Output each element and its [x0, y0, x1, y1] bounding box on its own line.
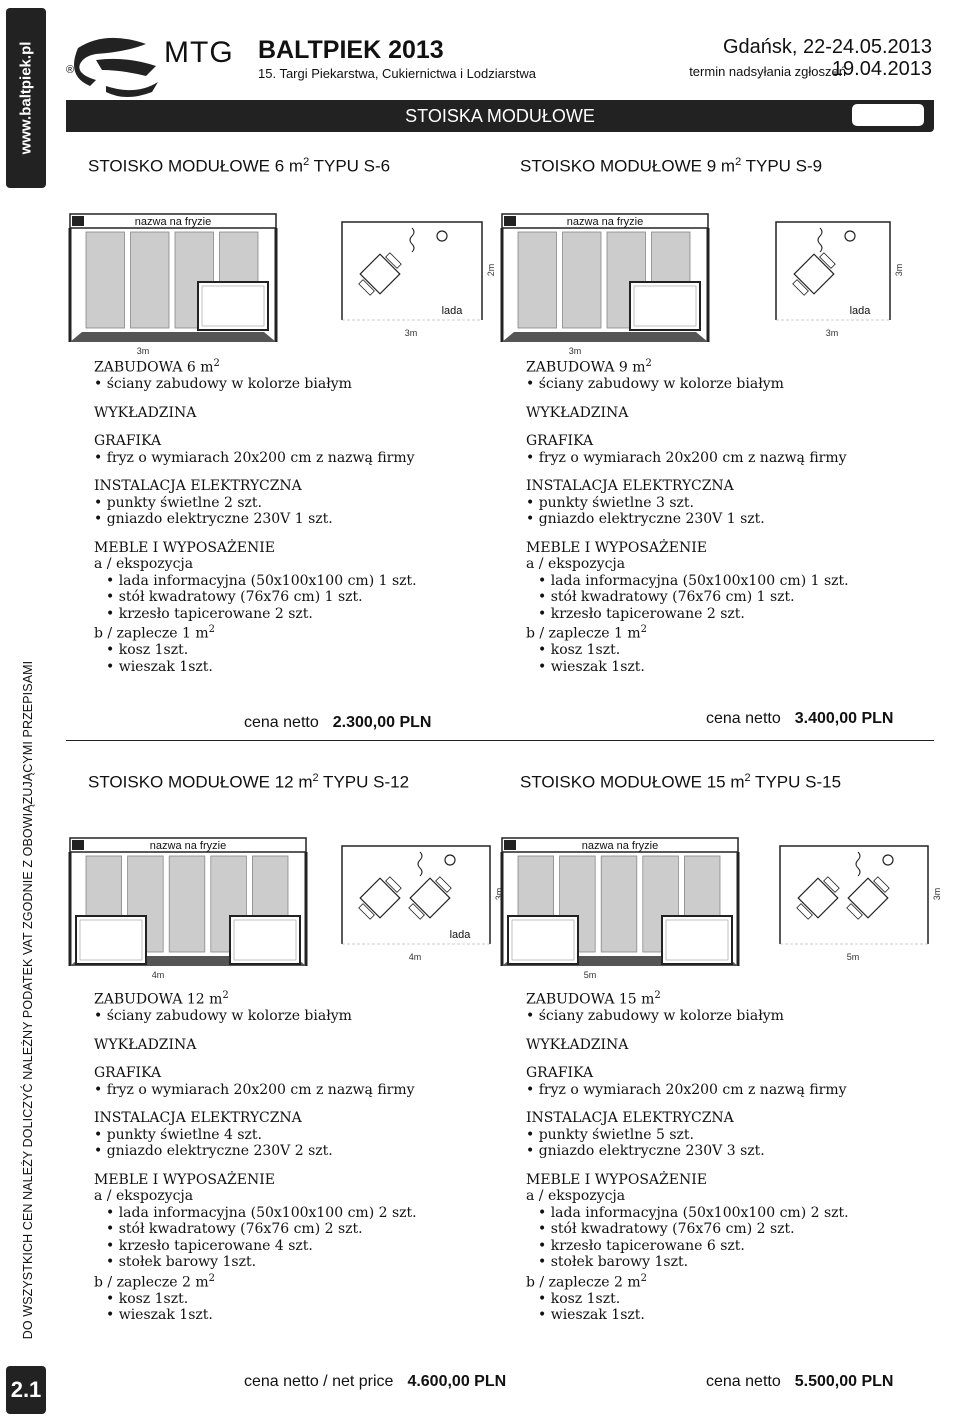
plan-depth-dimension: 3m	[932, 887, 942, 901]
coat-hanger-icon	[445, 855, 455, 865]
divider	[66, 740, 934, 741]
stand-title-type: TYPU S-15	[750, 772, 842, 792]
spec-sup: 2	[222, 990, 229, 1001]
spec-item: • gniazdo elektryczne 230V 2 szt.	[94, 1143, 333, 1160]
price-label: cena netto / net price	[244, 1373, 394, 1390]
spec-heading: ZABUDOWA 6 $m^2$	[94, 358, 220, 376]
price-label: cena netto	[706, 1373, 781, 1390]
desk-label: lada	[441, 305, 463, 317]
spec-subheading: b / zaplecze 2 $m^2$	[94, 1272, 215, 1291]
spec-item: • ściany zabudowy w kolorze białym	[526, 376, 784, 393]
stand-price	[244, 1373, 506, 1391]
spec-sup: 2	[640, 1272, 647, 1284]
stand-title-type: TYPU S-9	[741, 156, 823, 176]
spec-sup: 2	[208, 1272, 215, 1284]
stand-floor-plan	[778, 844, 948, 968]
spec-heading: WYKŁADZINA	[94, 1036, 197, 1053]
spec-heading: MEBLE I WYPOSAŻENIE	[94, 539, 275, 556]
spec-item: • kosz 1szt.	[538, 642, 621, 659]
spec-item: • kosz 1szt.	[538, 1290, 621, 1307]
spec-item: • ściany zabudowy w kolorze białym	[94, 1008, 352, 1025]
spec-item: • lada informacyjna (50x100x100 cm) 2 szt.	[538, 1204, 849, 1221]
table-icon	[355, 873, 406, 924]
table-icon	[793, 873, 844, 924]
spec-heading: MEBLE I WYPOSAŻENIE	[526, 1171, 707, 1188]
stand-specification	[526, 988, 866, 1324]
spec-item: • punkty świetlne 5 szt.	[526, 1126, 694, 1143]
spec-item: • fryz o wymiarach 20x200 cm z nazwą firmy	[94, 449, 415, 466]
spec-heading: GRAFIKA	[526, 433, 594, 450]
spec-sup: 2	[213, 358, 220, 369]
spec-item: • krzesło tapicerowane 6 szt.	[538, 1237, 745, 1254]
stand-floor-plan	[340, 844, 510, 968]
coat-hanger-icon	[845, 231, 855, 241]
spec-item: • wieszak 1szt.	[538, 658, 645, 675]
stand-title-sup: 2	[744, 772, 751, 784]
stand-specification	[94, 356, 434, 675]
table-icon	[355, 249, 406, 300]
frieze-label: nazwa na fryzie	[149, 840, 227, 852]
stand-floor-plan	[340, 220, 502, 344]
spec-item: • krzesło tapicerowane 2 szt.	[538, 605, 745, 622]
deadline-date: 19.04.2013	[831, 58, 932, 80]
stand-perspective-drawing	[500, 212, 710, 356]
width-dimension: 3m	[136, 346, 150, 356]
price-value: 2.300,00 PLN	[332, 714, 432, 731]
spec-item: • stół kwadratowy (76x76 cm) 1 szt.	[106, 589, 363, 606]
spec-heading: WYKŁADZINA	[94, 404, 197, 421]
spec-heading: ZABUDOWA 9 $m^2$	[526, 358, 652, 376]
stand-title-type: TYPU S-12	[318, 772, 410, 792]
spec-heading: INSTALACJA ELEKTRYCZNA	[526, 1110, 734, 1127]
stand-title-sup: 2	[735, 156, 742, 168]
page-number: 2.1	[6, 1366, 46, 1414]
spec-heading: INSTALACJA ELEKTRYCZNA	[94, 1110, 302, 1127]
spec-item: • fryz o wymiarach 20x200 cm z nazwą firmy	[94, 1081, 415, 1098]
spec-item: • gniazdo elektryczne 230V 3 szt.	[526, 1143, 765, 1160]
desk-label: lada	[449, 929, 471, 941]
spec-sup: 2	[208, 624, 215, 636]
spec-subheading: a / ekspozycja	[94, 1188, 194, 1205]
stand-title	[88, 156, 390, 177]
spec-heading: GRAFIKA	[94, 433, 162, 450]
coat-hanger-icon	[437, 231, 447, 241]
fair-date: Gdańsk, 22-24.05.2013	[722, 36, 932, 58]
header	[66, 30, 934, 134]
spec-heading: MEBLE I WYPOSAŻENIE	[94, 1171, 275, 1188]
stand-title-text: STOISKO MODUŁOWE 9 m	[520, 156, 736, 176]
info-desk	[230, 916, 300, 964]
stand-title	[520, 156, 822, 177]
spec-heading: ZABUDOWA 12 $m^2$	[94, 990, 229, 1008]
spec-item: • punkty świetlne 3 szt.	[526, 494, 694, 511]
stand-price	[244, 714, 431, 732]
spec-item: • stołek barowy 1szt.	[538, 1254, 689, 1271]
spec-item: • gniazdo elektryczne 230V 1 szt.	[94, 511, 333, 528]
width-dimension: 3m	[568, 346, 582, 356]
frieze-label: nazwa na fryzie	[581, 840, 659, 852]
plan-width-dimension: 3m	[825, 328, 839, 338]
spec-item: • krzesło tapicerowane 2 szt.	[106, 605, 313, 622]
width-dimension: 5m	[583, 970, 597, 980]
stand-price	[706, 1373, 893, 1391]
stand-perspective-drawing	[68, 836, 308, 980]
spec-item: • lada informacyjna (50x100x100 cm) 2 szt.	[106, 1204, 417, 1221]
spec-item: • stół kwadratowy (76x76 cm) 2 szt.	[538, 1221, 795, 1238]
spec-heading: ZABUDOWA 15 $m^2$	[526, 990, 661, 1008]
spec-item: • lada informacyjna (50x100x100 cm) 1 szt.	[538, 572, 849, 589]
spec-item: • punkty świetlne 2 szt.	[94, 494, 262, 511]
spec-heading: GRAFIKA	[526, 1065, 594, 1082]
spec-heading: WYKŁADZINA	[526, 404, 629, 421]
spec-heading: WYKŁADZINA	[526, 1036, 629, 1053]
fair-subtitle: 15. Targi Piekarstwa, Cukiernictwa i Lodziarstwa	[258, 66, 536, 81]
website-link[interactable]: www.baltpiek.pl	[17, 41, 35, 155]
plan-width-dimension: 3m	[404, 328, 418, 338]
spec-heading: GRAFIKA	[94, 1065, 162, 1082]
spec-item: • wieszak 1szt.	[106, 1307, 213, 1324]
plan-width-dimension: 5m	[846, 952, 860, 962]
section-banner: STOISKA MODUŁOWE	[66, 100, 934, 132]
frieze-label: nazwa na fryzie	[134, 216, 212, 228]
price-label: cena netto	[706, 710, 781, 727]
vat-notice-text: DO WSZYSTKICH CEN NALEŻY DOLICZYĆ NALEŻNY PODATEK VAT ZGODNIE Z OBOWIĄZUJĄCYMI PRZEPISAMI	[21, 660, 35, 1340]
spec-item: • gniazdo elektryczne 230V 1 szt.	[526, 511, 765, 528]
logo-text: MTG	[164, 36, 234, 69]
spec-subheading: a / ekspozycja	[94, 556, 194, 573]
spec-sup: 2	[645, 358, 652, 369]
spec-item: • stół kwadratowy (76x76 cm) 2 szt.	[106, 1221, 363, 1238]
table-icon	[789, 249, 840, 300]
spec-heading: MEBLE I WYPOSAŻENIE	[526, 539, 707, 556]
stand-specification	[94, 988, 434, 1324]
spec-item: • punkty świetlne 4 szt.	[94, 1126, 262, 1143]
deadline-label: termin nadsyłania zgłoszeń	[689, 64, 846, 79]
spec-subheading: b / zaplecze 1 $m^2$	[94, 624, 215, 642]
info-desk	[630, 282, 700, 330]
stand-price	[706, 710, 893, 728]
stand-floor-plan	[774, 220, 910, 344]
spec-item: • stołek barowy 1szt.	[106, 1254, 257, 1271]
price-label: cena netto	[244, 714, 319, 731]
stand-title-text: STOISKO MODUŁOWE 15 m	[520, 772, 745, 792]
plan-depth-dimension: 2m	[486, 263, 496, 277]
spec-subheading: b / zaplecze 2 $m^2$	[526, 1272, 647, 1291]
price-value: 3.400,00 PLN	[794, 710, 894, 727]
spec-item: • wieszak 1szt.	[106, 658, 213, 675]
banner-box	[852, 104, 924, 126]
spec-item: • wieszak 1szt.	[538, 1307, 645, 1324]
plan-width-dimension: 4m	[408, 952, 422, 962]
table-icon	[405, 873, 456, 924]
stand-title-sup: 2	[303, 156, 310, 168]
spec-subheading: a / ekspozycja	[526, 1188, 626, 1205]
stand-title-type: TYPU S-6	[309, 156, 391, 176]
spec-heading: INSTALACJA ELEKTRYCZNA	[94, 478, 302, 495]
spec-subheading: a / ekspozycja	[526, 556, 626, 573]
fair-title: BALTPIEK 2013	[258, 36, 444, 64]
desk-label: lada	[849, 305, 871, 317]
spec-sup: 2	[640, 624, 647, 636]
spec-sup: 2	[654, 990, 661, 1001]
stand-perspective-drawing	[500, 836, 740, 980]
website-badge[interactable]	[6, 8, 46, 188]
spec-item: • krzesło tapicerowane 4 szt.	[106, 1237, 313, 1254]
stand-specification	[526, 356, 866, 675]
stand-title-sup: 2	[312, 772, 319, 784]
spec-subheading: b / zaplecze 1 $m^2$	[526, 624, 647, 642]
frieze-label: nazwa na fryzie	[566, 216, 644, 228]
stand-title	[520, 772, 841, 793]
width-dimension: 4m	[151, 970, 165, 980]
spec-item: • fryz o wymiarach 20x200 cm z nazwą firmy	[526, 1081, 847, 1098]
vat-notice	[8, 650, 48, 1350]
stand-perspective-drawing	[68, 212, 278, 356]
stand-title	[88, 772, 409, 793]
table-icon	[843, 873, 894, 924]
spec-item: • ściany zabudowy w kolorze białym	[94, 376, 352, 393]
stand-title-text: STOISKO MODUŁOWE 12 m	[88, 772, 313, 792]
spec-item: • kosz 1szt.	[106, 1290, 189, 1307]
coat-hanger-icon	[883, 855, 893, 865]
plan-depth-dimension: 3m	[494, 887, 504, 901]
spec-item: • ściany zabudowy w kolorze białym	[526, 1008, 784, 1025]
plan-depth-dimension: 3m	[894, 263, 904, 277]
price-value: 5.500,00 PLN	[794, 1373, 894, 1390]
spec-item: • lada informacyjna (50x100x100 cm) 1 szt.	[106, 572, 417, 589]
info-desk	[662, 916, 732, 964]
info-desk	[198, 282, 268, 330]
price-value: 4.600,00 PLN	[407, 1373, 507, 1390]
info-desk	[508, 916, 578, 964]
spec-heading: INSTALACJA ELEKTRYCZNA	[526, 478, 734, 495]
stand-title-text: STOISKO MODUŁOWE 6 m	[88, 156, 304, 176]
registered-mark: ®	[66, 64, 75, 76]
spec-item: • stół kwadratowy (76x76 cm) 1 szt.	[538, 589, 795, 606]
info-desk	[76, 916, 146, 964]
spec-item: • fryz o wymiarach 20x200 cm z nazwą firmy	[526, 449, 847, 466]
spec-item: • kosz 1szt.	[106, 642, 189, 659]
